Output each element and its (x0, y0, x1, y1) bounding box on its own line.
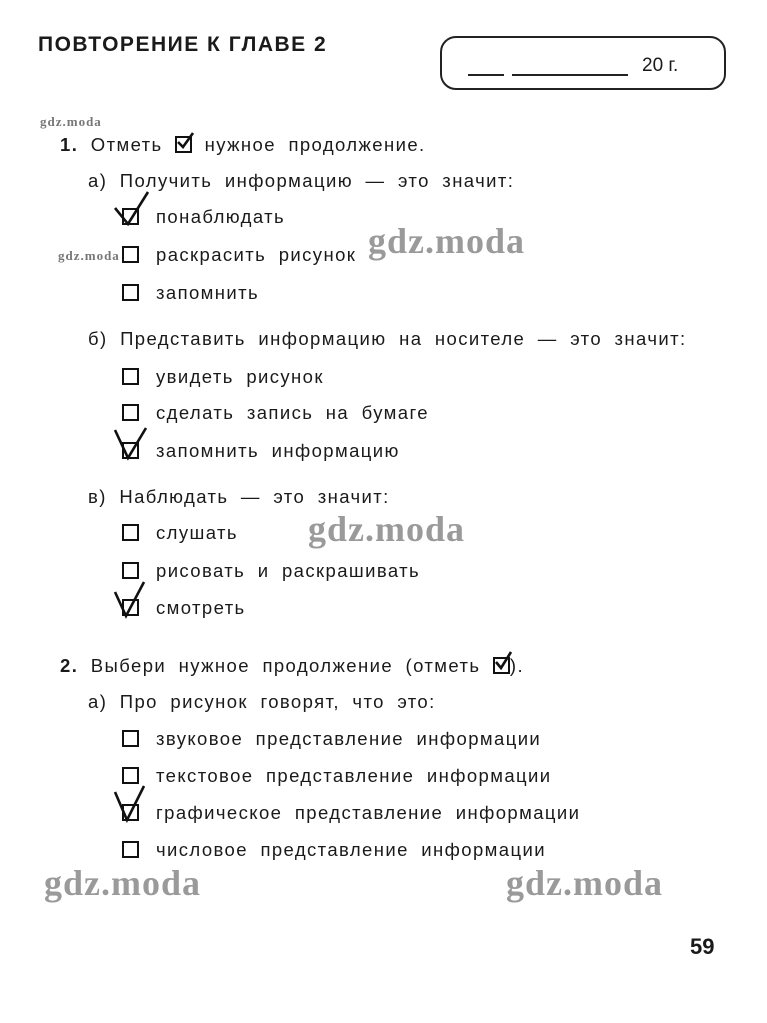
checkbox-task1a-2[interactable] (122, 284, 139, 301)
date-year-label: 20 г. (642, 55, 679, 76)
checkbox-task2a-0[interactable] (122, 730, 139, 747)
date-day-blank[interactable] (468, 74, 504, 76)
handwritten-check-icon (112, 422, 152, 464)
handwritten-check-icon (112, 580, 152, 622)
task1a-question: а) Получить информацию — это значит: (88, 170, 515, 191)
option-label: графическое представление информации (156, 802, 581, 823)
task1-number: 1. (60, 134, 79, 155)
handwritten-check-icon (112, 784, 152, 826)
watermark: gdz.moda (506, 863, 664, 903)
checkbox-task1c-0[interactable] (122, 524, 139, 541)
watermark: gdz.moda (44, 863, 202, 903)
date-box (440, 36, 726, 90)
option-label: слушать (156, 522, 238, 543)
option-label: смотреть (156, 597, 246, 618)
checkbox-task2a-3[interactable] (122, 841, 139, 858)
option-label: раскрасить рисунок (156, 244, 357, 265)
option-label: звуковое представление информации (156, 728, 542, 749)
task2-text-after: ). (509, 655, 525, 676)
task2-heading (60, 655, 524, 677)
checkbox-task2a-1[interactable] (122, 767, 139, 784)
task1c-question: в) Наблюдать — это значит: (88, 486, 390, 507)
checkmark-sample-icon (175, 136, 192, 153)
option-label: числовое представление информации (156, 839, 546, 860)
watermark: gdz.moda (368, 221, 526, 261)
date-month-blank[interactable] (512, 74, 628, 76)
option-label: текстовое представление информации (156, 765, 552, 786)
page-title: ПОВТОРЕНИЕ К ГЛАВЕ 2 (38, 33, 328, 56)
option-label: увидеть рисунок (156, 366, 324, 387)
option-label: сделать запись на бумаге (156, 402, 429, 423)
handwritten-check-icon (112, 190, 152, 232)
watermark-small: gdz.moda (40, 114, 102, 129)
task2-number: 2. (60, 655, 79, 676)
option-label: рисовать и раскрашивать (156, 560, 421, 581)
checkbox-task1a-1[interactable] (122, 246, 139, 263)
task2a-question: а) Про рисунок говорят, что это: (88, 691, 436, 712)
task1b-question: б) Представить информацию на носителе — это значит: (88, 328, 687, 349)
checkbox-task1c-1[interactable] (122, 562, 139, 579)
option-label: запомнить информацию (156, 440, 400, 461)
task1-text-after: нужное продолжение. (204, 134, 426, 155)
task1-text-before: Отметь (90, 134, 163, 155)
task2-text-before: Выбери нужное продолжение (отметь (90, 655, 481, 676)
option-label: запомнить (156, 282, 260, 303)
page-number: 59 (690, 934, 715, 959)
checkbox-task1b-1[interactable] (122, 404, 139, 421)
task1-heading (60, 134, 426, 156)
watermark: gdz.moda (308, 509, 466, 549)
checkbox-task1b-0[interactable] (122, 368, 139, 385)
option-label: понаблюдать (156, 206, 286, 227)
watermark-small: gdz.moda (58, 248, 120, 263)
checkmark-sample-icon (493, 657, 510, 674)
